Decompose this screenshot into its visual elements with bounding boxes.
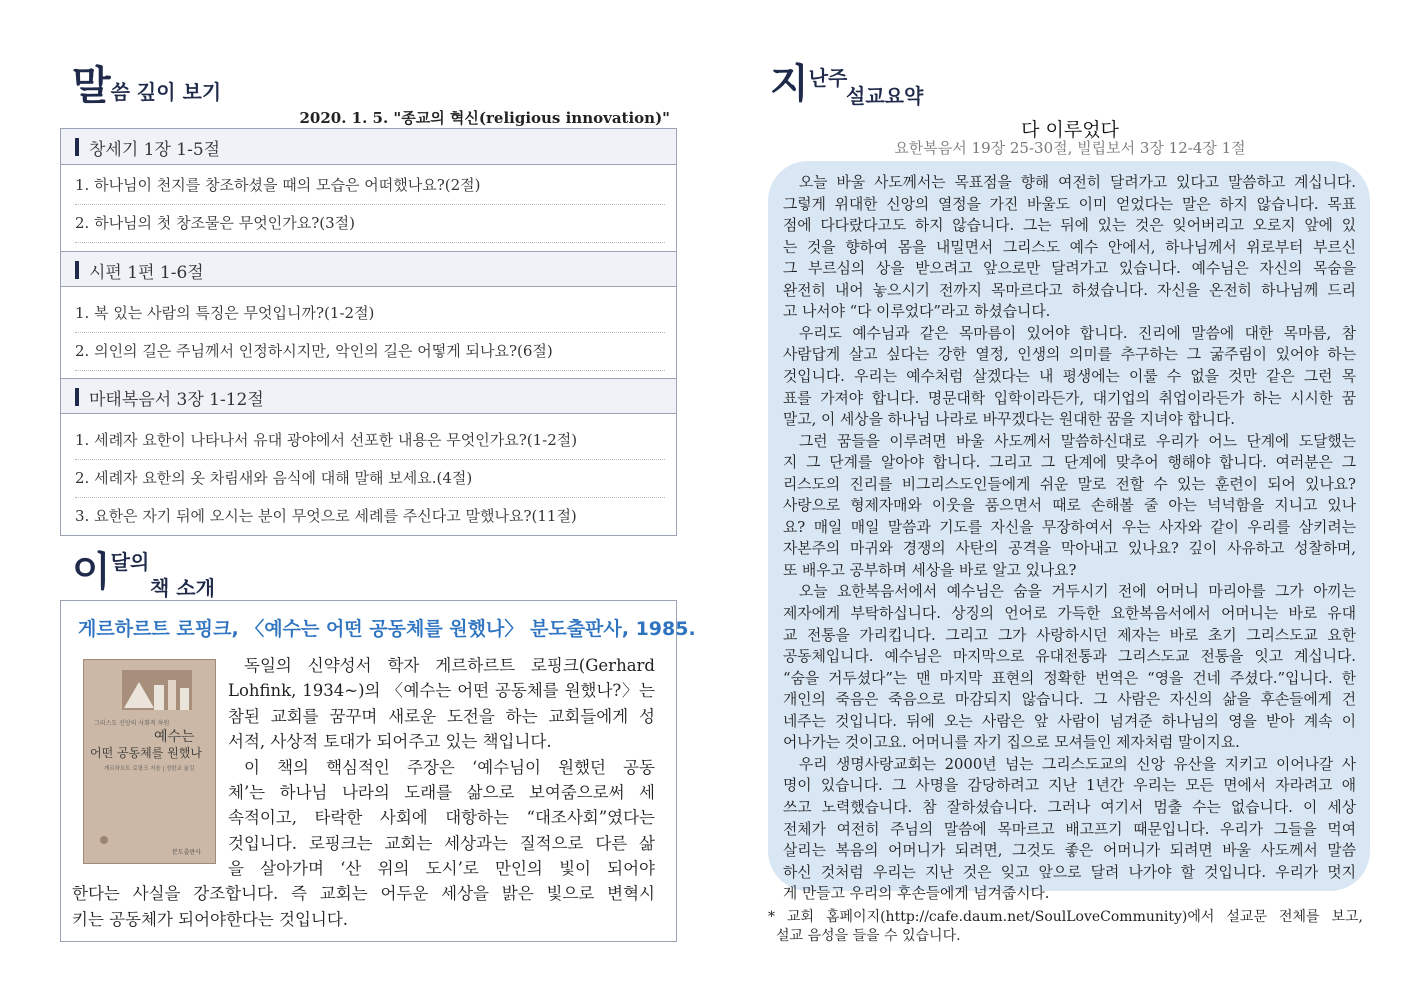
book-text-line: 키는 공동체가 되어야한다는 것입니다. bbox=[72, 910, 349, 929]
sermon-text-line: 오늘 바울 사도께서는 목표점을 향해 여전히 달려가고 있다고 말씀하고 계십니다. bbox=[799, 174, 1356, 191]
sermon-text-line: 고 나서야 “다 이루었다”라고 하셨습니다. bbox=[783, 303, 1051, 321]
book-cover-title: 어떤 공동체를 원했나 bbox=[90, 746, 202, 760]
book-cover-art bbox=[84, 660, 215, 863]
question-item: 1. 세례자 요한이 나타나서 유대 광야에서 선포한 내용은 무엇인가요?(1-2절) bbox=[75, 422, 665, 460]
question-item: 2. 세례자 요한의 옷 차림새와 음식에 대해 말해 보세요.(4절) bbox=[75, 460, 665, 498]
sermon-heading-initial: 지 bbox=[770, 61, 809, 107]
book-text-line: 한다는 사실을 강조합니다. 즉 교회는 어두운 세상을 밝은 빛으로 변혁시 bbox=[72, 884, 655, 903]
section-title: 창세기 1장 1-5절 bbox=[89, 140, 221, 160]
question-item: 2. 하나님의 첫 창조물은 무엇인가요?(3절) bbox=[75, 205, 665, 243]
sermon-heading-line2 bbox=[846, 80, 923, 109]
sermon-heading-part1: 난주 bbox=[808, 66, 848, 90]
book-text-line: 독일의 신약성서 학자 게르하르트 로핑크(Gerhard bbox=[244, 656, 655, 675]
book-cover-title-small: 예수는 bbox=[154, 729, 195, 745]
book-text-line: 이 책의 핵심적인 주장은 ‘예수님이 원했던 공동 bbox=[244, 758, 655, 777]
book-text-line: 체’는 하나님 나라의 도래를 삶으로 보여줌으로써 세 bbox=[228, 783, 655, 802]
question-item: 3. 요한은 자기 뒤에 오시는 분이 무엇으로 세례를 주신다고 말했나요?(11절) bbox=[75, 507, 577, 525]
sermon-text-line: 개인의 죽음은 죽음으로 마감되지 않습니다. 그 사람은 자신의 삶을 후손들에게 건 bbox=[783, 691, 1356, 709]
word-study-heading-rest: 씀 깊이 보기 bbox=[110, 80, 222, 104]
footnote-line: 설교 음성을 들을 수 있습니다. bbox=[776, 928, 961, 944]
word-study-box bbox=[60, 128, 677, 536]
sermon-text-line: 자본주의 마귀와 경쟁의 사탄의 공격을 막아내고 있나요? 깊이 사유하고 성찰하며, bbox=[783, 540, 1356, 558]
sermon-title: 다 이루었다 bbox=[1021, 119, 1119, 141]
section-title: 시편 1편 1-6절 bbox=[89, 263, 204, 283]
sermon-text-line: 살리는 복음의 어머니가 되려면, 그것도 좋은 어머니가 되려면 바울 사도께서 말씀 bbox=[783, 842, 1356, 860]
book-heading-part2: 책 소개 bbox=[150, 576, 215, 600]
book-text-line: 을 살아가며 ‘산 위의 도시’로 만인의 빛이 되어야 bbox=[228, 859, 655, 878]
sermon-heading bbox=[770, 52, 847, 109]
sermon-reference: 요한복음서 19장 25-30절, 빌립보서 3장 12-4장 1절 bbox=[894, 139, 1246, 157]
question-item: 1. 복 있는 사람의 특징은 무엇입니까?(1-2절) bbox=[75, 295, 665, 333]
sermon-text-line: 표를 가져야 합니다. 명문대학 입학이라든가, 대기업의 취업이라든가 하는 시시한 꿈 bbox=[783, 389, 1356, 407]
section-title: 마태복음서 3장 1-12절 bbox=[89, 390, 264, 410]
sermon-text-line: 네주는 것입니다. 뒤에 오는 사람은 앞 사람이 넘겨준 하나님의 영을 받아 계속 이 bbox=[783, 712, 1356, 730]
section-header-genesis bbox=[61, 129, 676, 165]
book-heading-line2 bbox=[150, 572, 215, 601]
section-header-psalms bbox=[61, 251, 676, 287]
book-heading-part1: 달의 bbox=[110, 550, 150, 574]
word-study-heading-initial: 말 bbox=[72, 63, 111, 109]
book-cover-author: 게르하르트 로핑크 지음 | 정한교 옮김 bbox=[104, 766, 195, 772]
word-study-date-line: 2020. 1. 5. "종교의 혁신(religious innovation)" bbox=[299, 109, 670, 127]
sermon-text-line: 그런 꿈들을 이루려면 바울 사도께서 말씀하신대로 우리가 어느 단계에 도달했는 bbox=[799, 432, 1356, 450]
sermon-text-line: 사랑으로 형제자매와 이웃을 품으면서 때로 손해볼 줄 아는 넉넉함을 지니고 있나 bbox=[783, 497, 1356, 515]
book-text-line: Lohfink, 1934~)의 〈예수는 어떤 공동체를 원했나?〉는 bbox=[228, 681, 655, 700]
book-heading-initial: 이 bbox=[72, 549, 111, 595]
sermon-text-line: 지 그 단계를 알아야 합니다. 그리고 그 단계에 맞추어 행해야 합니다. 여러분은 그 bbox=[783, 454, 1356, 472]
sermon-text-line: 또 배우고 공부하며 세상을 바로 알고 있나요? bbox=[783, 561, 1077, 579]
sermon-text-line: 는 것을 향하여 몸을 내밀면서 그리스도 예수 안에서, 하나님께서 위로부터 부르신 bbox=[783, 238, 1356, 256]
question-item: 1. 하나님이 천지를 창조하셨을 때의 모습은 어떠했나요?(2절) bbox=[75, 167, 665, 205]
sermon-text-line: 오늘 요한복음서에서 예수님은 숨을 거두시기 전에 어머니 마리아를 그가 아끼는 bbox=[799, 583, 1356, 601]
sermon-text-line: 교 전통을 가리킵니다. 그리고 그가 사랑하시던 제자는 바로 초기 그리스도교 요한 bbox=[783, 626, 1356, 644]
sermon-text-line: 하신 것처럼 우리는 지난 것은 잊고 앞으로 달려 나가야 할 것입니다. 우리가 멋지 bbox=[783, 863, 1356, 881]
section-bar-icon bbox=[75, 388, 79, 406]
word-study-heading bbox=[72, 54, 221, 111]
book-cover-image bbox=[83, 659, 216, 864]
question-item: 2. 의인의 길은 주님께서 인정하시지만, 악인의 길은 어떻게 되나요?(6절) bbox=[75, 333, 665, 371]
sermon-text-line: 게 만들고 우리의 후손들에게 넘겨줍시다. bbox=[783, 885, 1050, 903]
sermon-text-line: 그 부르심의 상을 받으려고 앞으로만 달려가고 있습니다. 예수님은 자신의 목숨을 bbox=[783, 260, 1356, 278]
sermon-text-line: 쓰고 노력했습니다. 참 잘하셨습니다. 그러나 여기서 멈출 수는 없습니다. 이 세상 bbox=[783, 798, 1356, 816]
sermon-text-line: 어나가는 것이고요. 어머니를 자기 집으로 모셔들인 제자처럼 말이지요. bbox=[783, 734, 1240, 752]
sermon-text-line: 리스도의 진리를 비그리스도인들에게 쉬운 말로 전할 수 있는 훈련이 되어 있나요? bbox=[783, 475, 1356, 493]
sermon-text-line: 공동체입니다. 예수님은 마지막으로 유대전통과 그리스도교 전통을 잇고 계십니다. bbox=[783, 648, 1356, 666]
section-bar-icon bbox=[75, 261, 79, 279]
section-header-matthew bbox=[61, 378, 676, 414]
sermon-text-line: 그렇게 위대한 신앙의 열정을 가진 바울도 이미 얻었다는 말은 하지 않습니다. 목표 bbox=[783, 195, 1356, 213]
sermon-text-line: “숨을 거두셨다”는 맨 마지막 표현의 정확한 번역은 “영을 건네 주셨다.”입니다. 한 bbox=[783, 669, 1356, 687]
book-text-line: 서적, 사상적 토대가 되어주고 있는 책입니다. bbox=[228, 732, 552, 751]
footnote-line: * 교회 홈페이지(http://cafe.daum.net/SoulLoveCommunity)에서 설교문 전체를 보고, bbox=[768, 909, 1363, 925]
sermon-text-line: 요? 매일 매일 말씀과 기도를 자신을 무장하여서 우는 사자와 같이 우리를 삼키려는 bbox=[783, 518, 1356, 536]
sermon-text-line: 완전히 내어 놓으시기 전까지 목마르다고 하셨습니다. 자신을 온전히 하나님께 드리 bbox=[783, 281, 1356, 299]
book-text-line: 것입니다. 로핑크는 교회는 세상과는 질적으로 다른 삶 bbox=[228, 834, 655, 853]
sermon-text-line: 말고, 이 세상을 하나님 나라로 바꾸겠다는 원대한 꿈을 지녀야 합니다. bbox=[783, 411, 1235, 429]
book-heading bbox=[72, 540, 149, 597]
book-title: 게르하르트 로핑크, 〈예수는 어떤 공동체를 원했나〉 분도출판사, 1985. bbox=[78, 618, 696, 640]
sermon-text-line: 전체가 여전히 주님의 말씀에 목마르고 배고프기 때문입니다. 우리가 그들을 먹여 bbox=[783, 820, 1356, 838]
book-cover-publisher: 분도출판사 bbox=[172, 849, 201, 856]
book-text-line: 속적이고, 타락한 사회에 대항하는 “대조사회”였다는 bbox=[228, 808, 655, 827]
sermon-text-line: 점에 다다랐다고도 하지 않습니다. 그는 뒤에 있는 것은 잊어버리고 오로지 앞에 있 bbox=[783, 217, 1356, 235]
book-cover-subtitle: 그리스도 신앙의 사회적 차원 bbox=[94, 720, 170, 727]
sermon-text-line: 우리도 예수님과 같은 목마름이 있어야 합니다. 진리에 말씀에 대한 목마름, 참 bbox=[799, 324, 1356, 342]
sermon-text-line: 우리 생명사랑교회는 2000년 넘는 그리스도교의 신앙 유산을 지키고 이어나갈 사 bbox=[799, 755, 1356, 773]
sermon-heading-part2: 설교요약 bbox=[846, 84, 924, 108]
sermon-text-line: 것입니다. 우리는 예수처럼 살겠다는 내 평생에는 이룰 수 없을 것만 같은 그런 목 bbox=[783, 367, 1356, 385]
section-bar-icon bbox=[75, 138, 79, 156]
sermon-text-line: 명이 있습니다. 그 사명을 감당하려고 지난 1년간 우리는 모든 면에서 자라려고 애 bbox=[783, 777, 1356, 795]
book-text-line: 참된 교회를 꿈꾸며 새로운 도전을 하는 교회들에게 성 bbox=[228, 707, 655, 726]
sermon-text-line: 제자에게 부탁하십니다. 상징의 언어로 가득한 요한복음서에서 어머니는 바로 유대 bbox=[783, 605, 1356, 622]
sermon-text-line: 사람답게 살고 싶다는 강한 열정, 인생의 의미를 추구하는 그 굶주림이 있어야 하는 bbox=[783, 346, 1356, 364]
